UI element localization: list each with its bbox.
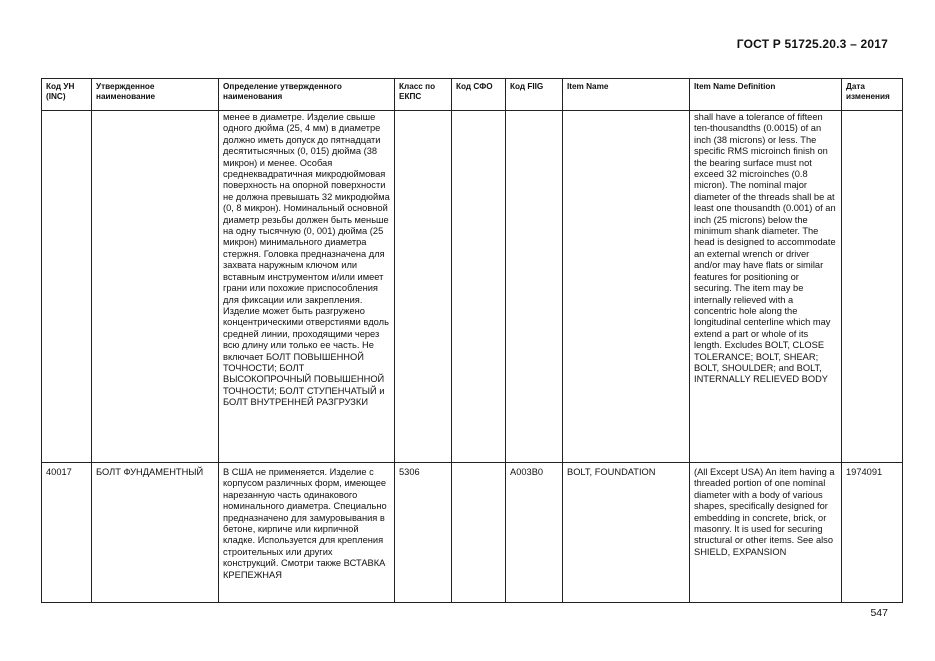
cell-code-fiig [506,111,563,463]
page-number: 547 [870,607,888,619]
cell-item-name [563,111,690,463]
cell-code-fiig: A003B0 [506,463,563,603]
column-header-code-sfo: Код СФО [452,79,506,111]
cell-code-sfo [452,463,506,603]
column-header-item-name-definition: Item Name Definition [690,79,842,111]
cell-inc: 40017 [42,463,92,603]
cell-definition-en: shall have a tolerance of fifteen ten-thousandths (0.0015) of an inch (38 microns) or less. The specific RMS microinch finish on the bearing surface must not exceed 32 microinches (0.8 micron). The nominal major diameter of the threads shall be at least one thousandth (0.001) of an inch (25 microns) below the minimum shank diameter. The head is designed to accommodate an external wrench or driver and/or may have flats or similar features for positioning or securing. The item may be internally relieved with a concentric hole along the longitudinal centerline which may extend a part or whole of its length. Excludes BOLT, CLOSE TOLERANCE; BOLT, SHEAR; BOLT, SHOULDER; and BOLT, INTERNALLY RELIEVED BODY [690,111,842,463]
column-header-code-fiig: Код FIIG [506,79,563,111]
cell-class-ekps: 5306 [395,463,452,603]
document-id-header: ГОСТ Р 51725.20.3 – 2017 [736,37,888,51]
cell-item-name: BOLT, FOUNDATION [563,463,690,603]
column-header-item-name: Item Name [563,79,690,111]
cell-definition-en: (All Except USA) An item having a threaded portion of one nominal diameter with a body of various shapes, specifically designed for embedding in concrete, brick, or masonry. It is used for securing structural or other items. See also SHIELD, EXPANSION [690,463,842,603]
cell-date: 1974091 [842,463,903,603]
cell-inc [42,111,92,463]
column-header-class-ekps: Класс по ЕКПС [395,79,452,111]
table-row [42,463,903,603]
column-header-definition-ru: Определение утвержденного наименования [219,79,395,111]
table-header-row [42,79,903,111]
cell-definition-ru: В США не применяется. Изделие с корпусом различных форм, имеющее нарезанную часть одинакового номинального диаметра. Специально предназначено для замуровывания в бетоне, кирпиче или кирпичной кладке. Используется для крепления строительных или других конструкций. Смотри также ВСТАВКА КРЕПЕЖНАЯ [219,463,395,603]
cell-definition-ru: менее в диаметре. Изделие свыше одного дюйма (25, 4 мм) в диаметре должно иметь допуск до пятнадцати десятитысячных (0, 015) дюйма (38 микрон) и менее. Особая среднеквадратичная микродюймовая поверхность на опорной поверхности не должна превышать 32 микродюйма (0, 8 микрон). Номинальный основной диаметр резьбы должен быть меньше на одну тысячную (0, 001) дюйма (25 микрон) минимального диаметра стержня. Головка предназначена для захвата наружным ключом или вставным инструментом и/или имеет грани или похожие приспособления для фиксации или закрепления. Изделие может быть разгружено концентрическими отверстиями вдоль средней линии, проходящими через всю длину или только ее часть. Не включает БОЛТ ПОВЫШЕННОЙ ТОЧНОСТИ; БОЛТ ВЫСОКОПРОЧНЫЙ ПОВЫШЕННОЙ ТОЧНОСТИ; БОЛТ СТУПЕНЧАТЫЙ и БОЛТ ВНУТРЕННЕЙ РАЗГРУЗКИ [219,111,395,463]
cell-name-ru: БОЛТ ФУНДАМЕНТНЫЙ [92,463,219,603]
column-header-name-ru: Утвержденное наименование [92,79,219,111]
cell-code-sfo [452,111,506,463]
cell-class-ekps [395,111,452,463]
cell-name-ru [92,111,219,463]
cell-date [842,111,903,463]
column-header-date: Дата изменения [842,79,903,111]
nomenclature-table [41,78,903,603]
column-header-inc: Код УН (INC) [42,79,92,111]
table-row [42,111,903,463]
